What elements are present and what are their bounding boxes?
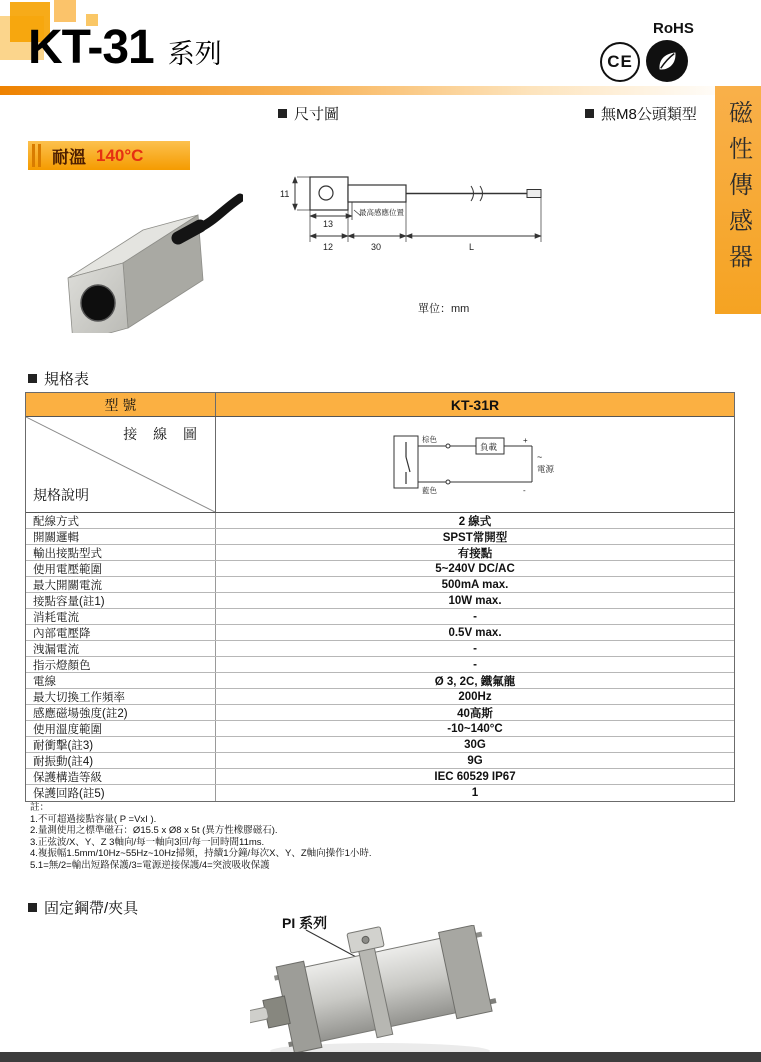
table-row	[26, 625, 734, 641]
section-label-dimension	[278, 103, 339, 124]
wiring-row	[26, 417, 734, 513]
spec-row-label: 電線	[26, 673, 216, 688]
spec-row-value: -	[473, 658, 477, 671]
note-line: 1.不可超過接點容量( P =VxI ).	[30, 813, 157, 825]
table-row	[26, 545, 734, 561]
brown-wire-label: 棕色	[422, 434, 437, 444]
dimension-drawing	[275, 162, 575, 260]
spec-row-value: 1	[471, 787, 479, 799]
note-line: 4.複振幅1.5mm/10Hz~55Hz~10Hz掃頻，持續1分鐘/每次X、Y、Z軸向操作1小時.	[30, 848, 372, 859]
wiring-label: 接 線 圖	[123, 426, 203, 442]
dim-11: 11	[280, 189, 290, 199]
spec-row-label: 內部電壓降	[26, 625, 216, 640]
table-row	[26, 737, 734, 753]
dim-13: 13	[323, 219, 334, 229]
temperature-badge	[28, 141, 190, 170]
table-row	[26, 689, 734, 705]
spec-row-value: 30G	[464, 738, 486, 751]
spec-row-label: 使用溫度範圍	[26, 721, 216, 736]
spec-row-value: 有接點	[457, 547, 493, 560]
wiring-diagram-cell	[216, 417, 734, 512]
table-row	[26, 513, 734, 529]
page-title	[28, 20, 222, 75]
model-title: KT-31	[28, 21, 154, 74]
model-value-cell: KT-31R	[450, 396, 500, 413]
spec-row-value: 10W max.	[448, 594, 502, 607]
spec-row-value: SPST常開型	[442, 531, 508, 544]
note-line: 3.正弦波/X、Y、Z 3軸向/每一軸向3回/每一回時間11ms.	[30, 836, 265, 848]
spec-row-value: IEC 60529 IP67	[434, 770, 516, 783]
spec-row-label: 感應磁場強度(註2)	[26, 705, 216, 720]
spec-row-label: 耐振動(註4)	[26, 753, 216, 768]
ac-sign: ~	[537, 451, 543, 462]
table-row	[26, 529, 734, 545]
spec-row-label: 最大切換工作頻率	[26, 689, 216, 704]
spec-row-label: 保護構造等級	[26, 769, 216, 784]
note-line: 5.1=無/2=輸出短路保護/3=電源逆接保護/4=突波吸收保護	[30, 859, 270, 871]
spec-row-value: 40高斯	[457, 707, 493, 720]
rohs-label: RoHS	[653, 20, 694, 37]
temp-prefix: 耐溫	[52, 148, 86, 167]
spec-row-label: 保護回路(註5)	[26, 785, 216, 801]
note-line: 2.量測使用之標準磁石：Ø15.5 x Ø8 x 5t (異方性橡膠磁石).	[30, 825, 278, 836]
table-row	[26, 641, 734, 657]
blue-wire-label: 藍色	[422, 485, 437, 495]
spec-row-value: 500mA max.	[441, 578, 509, 591]
table-row	[26, 721, 734, 737]
square-bullet-icon	[28, 374, 37, 383]
ce-mark-icon	[600, 42, 640, 82]
table-row	[26, 593, 734, 609]
spec-row-label: 洩漏電流	[26, 641, 216, 656]
spec-row-value: 9G	[467, 754, 483, 767]
table-row	[26, 577, 734, 593]
section-label-text: 尺寸圖	[294, 106, 340, 123]
footer-bar	[0, 1052, 761, 1062]
dim-30: 30	[371, 242, 382, 252]
spec-row-label: 消耗電流	[26, 609, 216, 624]
table-row	[26, 561, 734, 577]
side-tab	[715, 86, 761, 314]
leaf-icon	[646, 40, 688, 82]
table-row	[26, 785, 734, 801]
section-label-fixing	[28, 897, 138, 918]
spec-row-value: -	[473, 642, 477, 655]
section-label-text: 規格表	[44, 371, 90, 388]
table-row	[26, 657, 734, 673]
wiring-diagram	[380, 430, 570, 500]
table-row	[26, 609, 734, 625]
side-tab-label: 磁性傳感器	[724, 100, 752, 280]
spec-row-label: 指示燈顏色	[26, 657, 216, 672]
spec-row-label: 最大開關電流	[26, 577, 216, 592]
notes-title: 註：	[30, 802, 50, 813]
temp-value: 140°C	[96, 145, 144, 165]
section-label-text: 無M8公頭類型	[601, 106, 697, 123]
series-label: 系列	[167, 39, 222, 69]
spec-row-value: Ø 3, 2C, 鐵氟龍	[434, 675, 516, 688]
sensing-position-label: 最高感應位置	[359, 208, 404, 217]
spec-row-label: 使用電壓範圍	[26, 561, 216, 576]
sensor-product-photo	[28, 168, 243, 333]
square-bullet-icon	[28, 903, 37, 912]
unit-label: 單位：mm	[418, 303, 470, 315]
load-label: 負載	[480, 441, 498, 452]
pi-series-label: PI 系列	[282, 915, 328, 931]
spec-row-label: 接點容量(註1)	[26, 593, 216, 608]
deco-square-icon	[54, 0, 76, 22]
spec-rows	[26, 513, 734, 801]
section-label-spec	[28, 368, 89, 389]
spec-row-label: 輸出接點型式	[26, 545, 216, 560]
wiring-header-cell	[26, 417, 216, 512]
spec-desc-label: 規格說明	[33, 487, 89, 503]
table-row	[26, 753, 734, 769]
section-label-no-m8	[585, 103, 697, 124]
spec-row-label: 開關邏輯	[26, 529, 216, 544]
header-divider	[0, 86, 761, 95]
square-bullet-icon	[278, 109, 287, 118]
ce-text: CE	[607, 52, 633, 71]
spec-row-label: 配線方式	[26, 513, 216, 528]
spec-row-value: 5~240V DC/AC	[435, 562, 515, 575]
notes-list	[30, 814, 372, 872]
dim-12: 12	[323, 242, 334, 252]
notes-block	[30, 802, 372, 871]
spec-table-header	[26, 393, 734, 417]
spec-row-label: 耐衝擊(註3)	[26, 737, 216, 752]
section-label-text: 固定鋼帶/夾具	[44, 900, 139, 917]
dim-L: L	[469, 242, 475, 252]
model-header-cell: 型 號	[26, 393, 216, 416]
spec-row-value: 2 線式	[458, 515, 492, 528]
table-row	[26, 705, 734, 721]
table-row	[26, 673, 734, 689]
spec-row-value: 200Hz	[458, 690, 492, 703]
minus-sign: -	[523, 485, 526, 495]
table-row	[26, 769, 734, 785]
cylinder-product-photo	[250, 925, 520, 1060]
plus-sign: +	[523, 435, 528, 445]
spec-row-value: 0.5V max.	[448, 626, 502, 639]
spec-row-value: -	[473, 610, 477, 623]
spec-row-value: -10~140°C	[447, 722, 503, 735]
square-bullet-icon	[585, 109, 594, 118]
power-label: 電源	[537, 463, 555, 474]
spec-table	[25, 392, 735, 802]
